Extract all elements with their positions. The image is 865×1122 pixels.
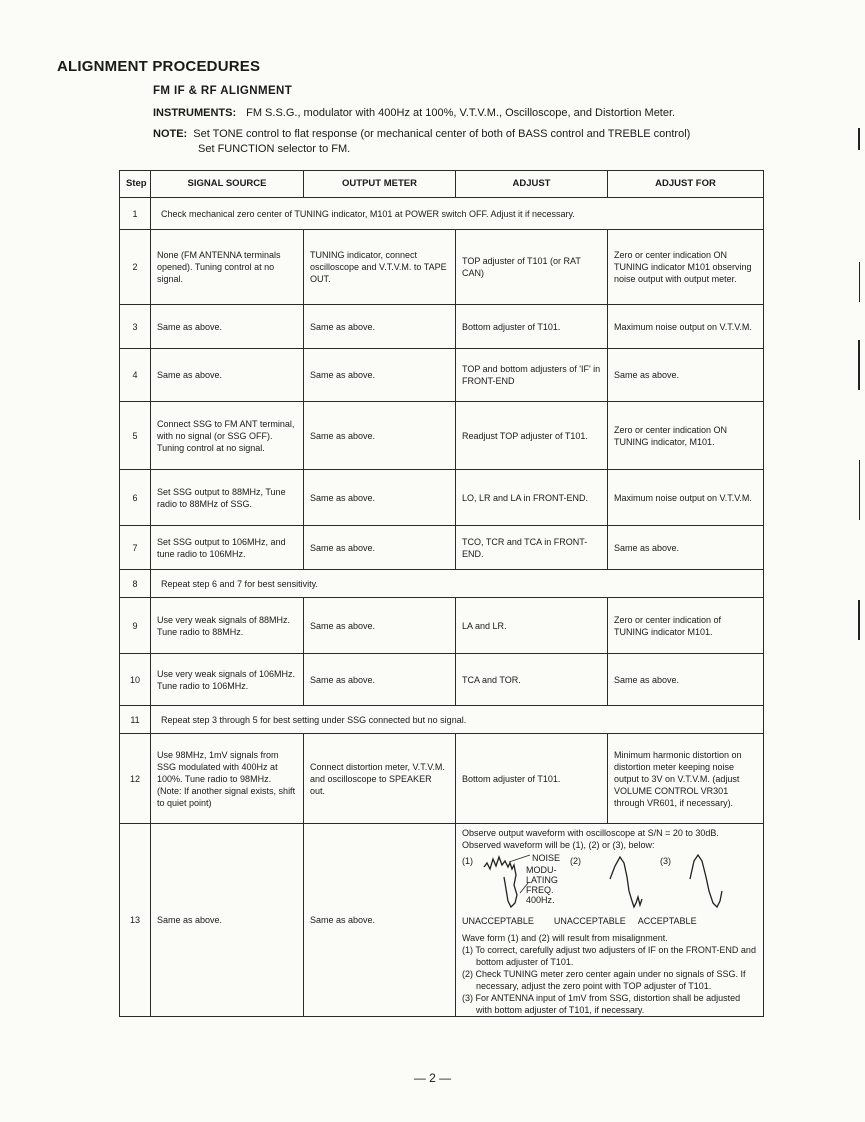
table-row <box>120 598 764 654</box>
mod-label-3: FREQ. <box>526 885 554 895</box>
table-row <box>120 198 764 230</box>
output-meter-cell: Same as above. <box>304 349 456 402</box>
waveform-1-label: (1) <box>462 856 473 866</box>
output-meter-cell: Same as above. <box>304 824 456 1017</box>
acceptable-label: ACCEPTABLE <box>637 916 697 926</box>
table-row <box>120 349 764 402</box>
instruments-text: FM S.S.G., modulator with 400Hz at 100%, V.T.V.M., Oscilloscope, and Distortion Meter. <box>246 107 676 119</box>
table-row <box>120 470 764 526</box>
adjust-cell: TCO, TCR and TCA in FRONT-END. <box>456 526 608 570</box>
waveform-diagrams <box>462 853 757 911</box>
waveform-illustration <box>462 853 758 911</box>
scan-edge-mark <box>858 340 860 390</box>
noise-pointer-line <box>509 855 530 862</box>
note-block <box>153 127 690 157</box>
adjust-for-cell: Zero or center indication ON TUNING indicator M101 observing noise output with output meter. <box>608 230 764 305</box>
adjust-for-cell: Same as above. <box>608 349 764 402</box>
scan-edge-mark <box>859 262 860 302</box>
table-row <box>120 654 764 706</box>
page-title: ALIGNMENT PROCEDURES <box>57 58 261 75</box>
signal-source-cell: None (FM ANTENNA terminals opened). Tuning control at no signal. <box>151 230 304 305</box>
waveform-2-label: (2) <box>570 856 581 866</box>
waveform-intro-1: Observe output waveform with oscilloscope at S/N = 20 to 30dB. <box>462 828 719 838</box>
correction-instructions <box>462 932 757 1016</box>
adjust-for-cell: Maximum noise output on V.T.V.M. <box>608 470 764 526</box>
adjust-for-cell: Same as above. <box>608 526 764 570</box>
step-number: 2 <box>120 230 151 305</box>
step-number: 9 <box>120 598 151 654</box>
waveform-3-label: (3) <box>660 856 671 866</box>
instruments-label: INSTRUMENTS: <box>153 107 237 119</box>
noise-label: NOISE <box>532 853 561 863</box>
step-number: 12 <box>120 734 151 824</box>
signal-source-cell: Connect SSG to FM ANT terminal, with no signal (or SSG OFF). Tuning control at no signal. <box>151 402 304 470</box>
header-adjust-for: ADJUST FOR <box>608 171 764 198</box>
correction-item-3: (3) For ANTENNA input of 1mV from SSG, distortion shall be adjusted with bottom adjuster of T101, if necessary. <box>462 993 741 1015</box>
scan-edge-mark <box>858 600 860 640</box>
waveform-3-trace <box>690 855 722 907</box>
signal-source-cell: Set SSG output to 106MHz, and tune radio to 106MHz. <box>151 526 304 570</box>
acceptance-row <box>462 915 757 927</box>
header-signal-source: SIGNAL SOURCE <box>151 171 304 198</box>
output-meter-cell: Same as above. <box>304 526 456 570</box>
adjust-cell: LA and LR. <box>456 598 608 654</box>
output-meter-cell: Same as above. <box>304 305 456 349</box>
table-row <box>120 230 764 305</box>
step-number: 6 <box>120 470 151 526</box>
step-number: 3 <box>120 305 151 349</box>
step-number: 7 <box>120 526 151 570</box>
table-row <box>120 305 764 349</box>
step-number: 10 <box>120 654 151 706</box>
signal-source-cell: Same as above. <box>151 824 304 1017</box>
signal-source-cell: Use very weak signals of 88MHz. Tune radio to 88MHz. <box>151 598 304 654</box>
table-row <box>120 734 764 824</box>
table-row <box>120 824 764 1017</box>
table-row <box>120 526 764 570</box>
step-number: 5 <box>120 402 151 470</box>
step-number: 4 <box>120 349 151 402</box>
output-meter-cell: Connect distortion meter, V.T.V.M. and oscilloscope to SPEAKER out. <box>304 734 456 824</box>
note-line-1: Set TONE control to flat response (or mechanical center of both of BASS control and TREBLE control) <box>193 128 691 140</box>
waveform-result-note: Wave form (1) and (2) will result from misalignment. <box>462 933 668 943</box>
signal-source-cell: Same as above. <box>151 349 304 402</box>
adjust-cell: LO, LR and LA in FRONT-END. <box>456 470 608 526</box>
output-meter-cell: Same as above. <box>304 654 456 706</box>
mod-label-2: LATING <box>526 875 558 885</box>
scan-edge-mark <box>858 128 860 150</box>
table-row <box>120 706 764 734</box>
note-label: NOTE: <box>153 128 188 140</box>
waveform-2-trace <box>610 857 642 907</box>
table-header-row <box>120 171 764 198</box>
header-output-meter: OUTPUT METER <box>304 171 456 198</box>
adjust-for-cell: Zero or center indication ON TUNING indicator, M101. <box>608 402 764 470</box>
signal-source-cell: Set SSG output to 88MHz, Tune radio to 88MHz of SSG. <box>151 470 304 526</box>
step-number: 8 <box>120 570 151 598</box>
adjust-cell: Bottom adjuster of T101. <box>456 734 608 824</box>
table-row <box>120 402 764 470</box>
step-number: 13 <box>120 824 151 1017</box>
adjust-cell: Bottom adjuster of T101. <box>456 305 608 349</box>
signal-source-cell: Same as above. <box>151 305 304 349</box>
waveform-instructions-cell <box>456 824 764 1017</box>
waveform-intro-2: Observed waveform will be (1), (2) or (3), below: <box>462 840 655 850</box>
adjust-cell: TOP and bottom adjusters of 'IF' in FRONT-END <box>456 349 608 402</box>
adjust-cell: Readjust TOP adjuster of T101. <box>456 402 608 470</box>
merged-instruction: Check mechanical zero center of TUNING indicator, M101 at POWER switch OFF. Adjust it if necessary. <box>151 198 764 230</box>
step-number: 11 <box>120 706 151 734</box>
section-subtitle: FM IF & RF ALIGNMENT <box>153 85 293 97</box>
table-row <box>120 570 764 598</box>
adjust-for-cell: Maximum noise output on V.T.V.M. <box>608 305 764 349</box>
unacceptable-label-2: UNACCEPTABLE <box>553 916 626 926</box>
scan-edge-mark <box>859 460 860 520</box>
output-meter-cell: Same as above. <box>304 402 456 470</box>
correction-item-1: (1) To correct, carefully adjust two adjusters of IF on the FRONT-END and bottom adjuster of T101. <box>462 945 756 967</box>
adjust-for-cell: Same as above. <box>608 654 764 706</box>
adjust-for-cell: Minimum harmonic distortion on distortion meter keeping noise output to 3V on V.T.V.M. (adjust VOLUME CONTROL VR301 through VR601, if necessary). <box>608 734 764 824</box>
alignment-table <box>119 170 764 1017</box>
signal-source-cell: Use very weak signals of 106MHz. Tune radio to 106MHz. <box>151 654 304 706</box>
unacceptable-label-1: UNACCEPTABLE <box>462 916 534 926</box>
mod-label-1: MODU- <box>526 865 557 875</box>
output-meter-cell: TUNING indicator, connect oscilloscope and V.T.V.M. to TAPE OUT. <box>304 230 456 305</box>
step-number: 1 <box>120 198 151 230</box>
merged-instruction: Repeat step 6 and 7 for best sensitivity. <box>151 570 764 598</box>
instruments-line <box>153 107 675 119</box>
correction-item-2: (2) Check TUNING meter zero center again under no signals of SSG. If necessary, adjust the zero point with TOP adjuster of T101. <box>462 969 746 991</box>
note-line-2: Set FUNCTION selector to FM. <box>198 143 351 155</box>
adjust-cell: TCA and TOR. <box>456 654 608 706</box>
mod-label-4: 400Hz. <box>526 895 555 905</box>
page-number: — 2 — <box>413 1071 452 1085</box>
header-adjust: ADJUST <box>456 171 608 198</box>
header-step: Step <box>120 171 151 198</box>
adjust-for-cell: Zero or center indication of TUNING indicator M101. <box>608 598 764 654</box>
signal-source-cell: Use 98MHz, 1mV signals from SSG modulated with 400Hz at 100%. Tune radio to 98MHz. (Note: If another signal exists, shift to quiet point) <box>151 734 304 824</box>
merged-instruction: Repeat step 3 through 5 for best setting under SSG connected but no signal. <box>151 706 764 734</box>
waveform-1-noise-trace <box>484 857 517 907</box>
output-meter-cell: Same as above. <box>304 470 456 526</box>
output-meter-cell: Same as above. <box>304 598 456 654</box>
adjust-cell: TOP adjuster of T101 (or RAT CAN) <box>456 230 608 305</box>
